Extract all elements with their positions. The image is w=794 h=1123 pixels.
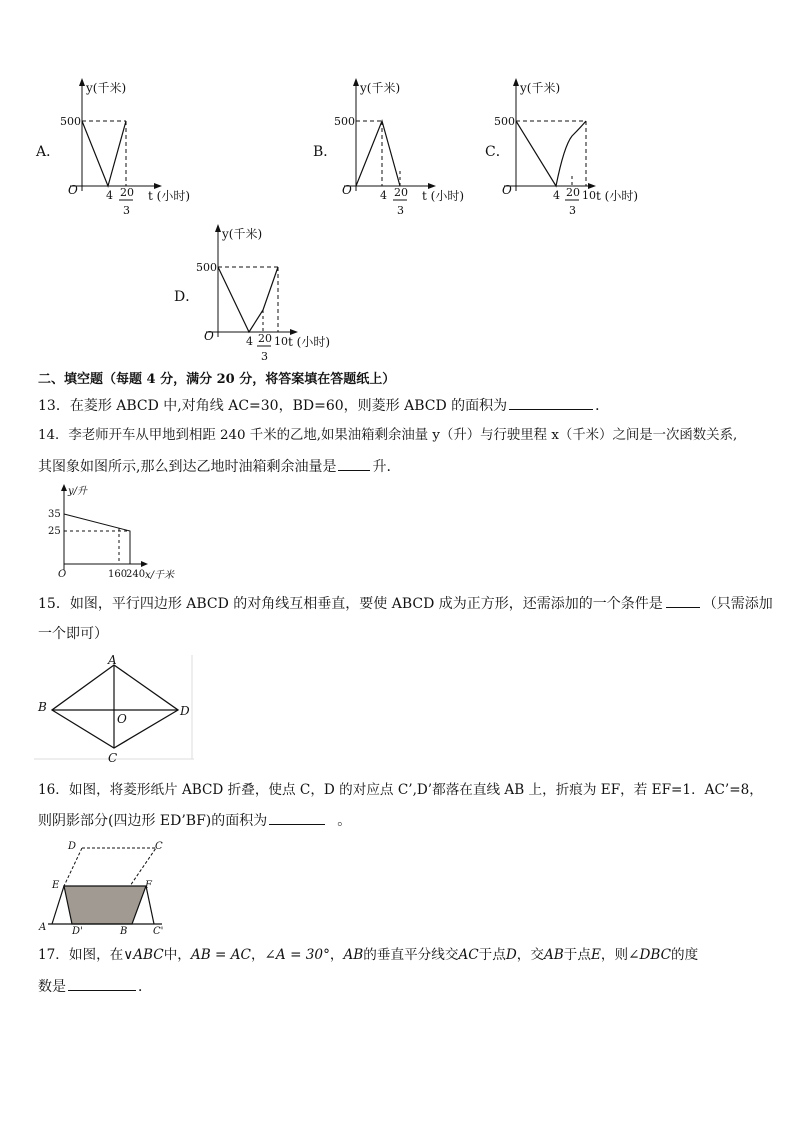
- y-tick-500: 500: [494, 115, 515, 128]
- q15-label-b: B: [38, 700, 47, 714]
- x-tick-frac-den: 3: [397, 204, 404, 217]
- x-tick-10: 10: [582, 189, 596, 202]
- q16-label-b: B: [120, 926, 128, 936]
- q14-y-label: y/升: [68, 486, 88, 497]
- q14-answer-blank[interactable]: [338, 456, 370, 471]
- q17-answer-blank[interactable]: [68, 976, 136, 991]
- q16-fold-figure: [34, 838, 174, 936]
- x-tick-frac-num: 20: [566, 186, 580, 199]
- q15-label-a: A: [108, 653, 117, 667]
- q16-label-c: C: [155, 841, 163, 852]
- y-axis-label: y(千米): [86, 81, 127, 95]
- x-tick-frac-num: 20: [394, 186, 408, 199]
- section-title: 二、填空题（每题 4 分，满分 20 分，将答案填在答题纸上）: [38, 372, 396, 387]
- question-15-line2: 一个即可）: [38, 626, 108, 642]
- q15-label-c: C: [108, 751, 118, 765]
- x-tick-frac-den: 3: [261, 350, 268, 363]
- question-17-line2: 数是 ．: [38, 976, 152, 997]
- t-axis-label: t (小时): [148, 189, 191, 203]
- question-13: [38, 395, 609, 416]
- q14-graph: [44, 482, 194, 582]
- q15-rhombus-figure: [34, 653, 196, 765]
- question-16-line1: 16．如图，将菱形纸片 ABCD 折叠，使点 C，D 的对应点 C’,D’都落在直线 AB 上，折痕为 EF，若 EF=1．AC’=8，: [38, 782, 763, 798]
- question-14-line1: 14．李老师开车从甲地到相距 240 千米的乙地,如果油箱剩余油量 y（升）与行驶里程 x（千米）之间是一次函数关系,: [38, 428, 738, 443]
- option-a-label: A．: [36, 144, 61, 160]
- origin-label: O: [342, 183, 352, 197]
- q16-label-cp: C': [153, 926, 164, 936]
- q16-label-a: A: [39, 922, 47, 933]
- question-15-line1: 15．如图，平行四边形 ABCD 的对角线互相垂直，要使 ABCD 成为正方形，还需添加的一个条件是 （只需添加: [38, 593, 773, 614]
- q14-origin: O: [58, 569, 67, 580]
- q15-label-o: O: [117, 712, 127, 726]
- y-tick-500: 500: [334, 115, 355, 128]
- option-d-graph: [196, 222, 346, 364]
- y-axis-label: y(千米): [222, 227, 263, 241]
- origin-label: O: [204, 329, 214, 343]
- y-tick-500: 500: [196, 261, 217, 274]
- q13-text: 13．在菱形 ABCD 中,对角线 AC=30，BD=60，则菱形 ABCD 的面积为: [38, 398, 508, 414]
- option-b-graph: [334, 76, 474, 218]
- q16-label-dp: D': [72, 926, 83, 936]
- q16-answer-blank[interactable]: [269, 810, 325, 825]
- q16-label-f: F: [145, 880, 152, 891]
- q13-end: ．: [595, 398, 610, 414]
- x-tick-10: 10: [274, 335, 288, 348]
- t-axis-label: t (小时): [288, 335, 331, 349]
- q14-x-label: x/千米: [145, 570, 175, 581]
- q16-label-e: E: [52, 880, 60, 891]
- x-tick-frac-den: 3: [123, 204, 130, 217]
- t-axis-label: t (小时): [596, 189, 639, 203]
- origin-label: O: [68, 183, 78, 197]
- y-axis-label: y(千米): [360, 81, 401, 95]
- q14-y-tick-35: 35: [48, 509, 61, 520]
- q14-x-tick-160: 160: [108, 569, 128, 580]
- q15-answer-blank[interactable]: [666, 593, 700, 608]
- x-tick-frac-num: 20: [120, 186, 134, 199]
- x-tick-4: 4: [246, 335, 253, 348]
- t-axis-label: t (小时): [422, 189, 465, 203]
- option-d-label: D．: [174, 289, 200, 305]
- y-tick-500: 500: [60, 115, 81, 128]
- q14-y-tick-25: 25: [48, 526, 61, 537]
- q16-label-d: D: [68, 841, 77, 852]
- x-tick-frac-den: 3: [569, 204, 576, 217]
- x-tick-4: 4: [380, 189, 387, 202]
- x-tick-frac-num: 20: [258, 332, 272, 345]
- question-14-line2: 其图象如图所示,那么到达乙地时油箱剩余油量是 升.: [38, 456, 391, 477]
- q15-label-d: D: [180, 704, 190, 718]
- y-axis-label: y(千米): [520, 81, 561, 95]
- question-16-line2: 则阴影部分(四边形 ED’BF)的面积为 。: [38, 810, 351, 831]
- option-b-label: B．: [313, 144, 338, 160]
- question-17-line1: 17．如图，在∨ABC中，AB = AC，∠A = 30°，AB的垂直平分线交AC于点D，交AB于点E，则∠DBC的度: [38, 947, 699, 963]
- origin-label: O: [502, 183, 512, 197]
- q14-x-tick-240: 240: [126, 569, 146, 580]
- x-tick-4: 4: [106, 189, 113, 202]
- q13-answer-blank[interactable]: [509, 395, 593, 410]
- option-c-label: C．: [485, 144, 510, 160]
- option-a-graph: [60, 76, 200, 218]
- x-tick-4: 4: [553, 189, 560, 202]
- option-c-graph: [494, 76, 644, 218]
